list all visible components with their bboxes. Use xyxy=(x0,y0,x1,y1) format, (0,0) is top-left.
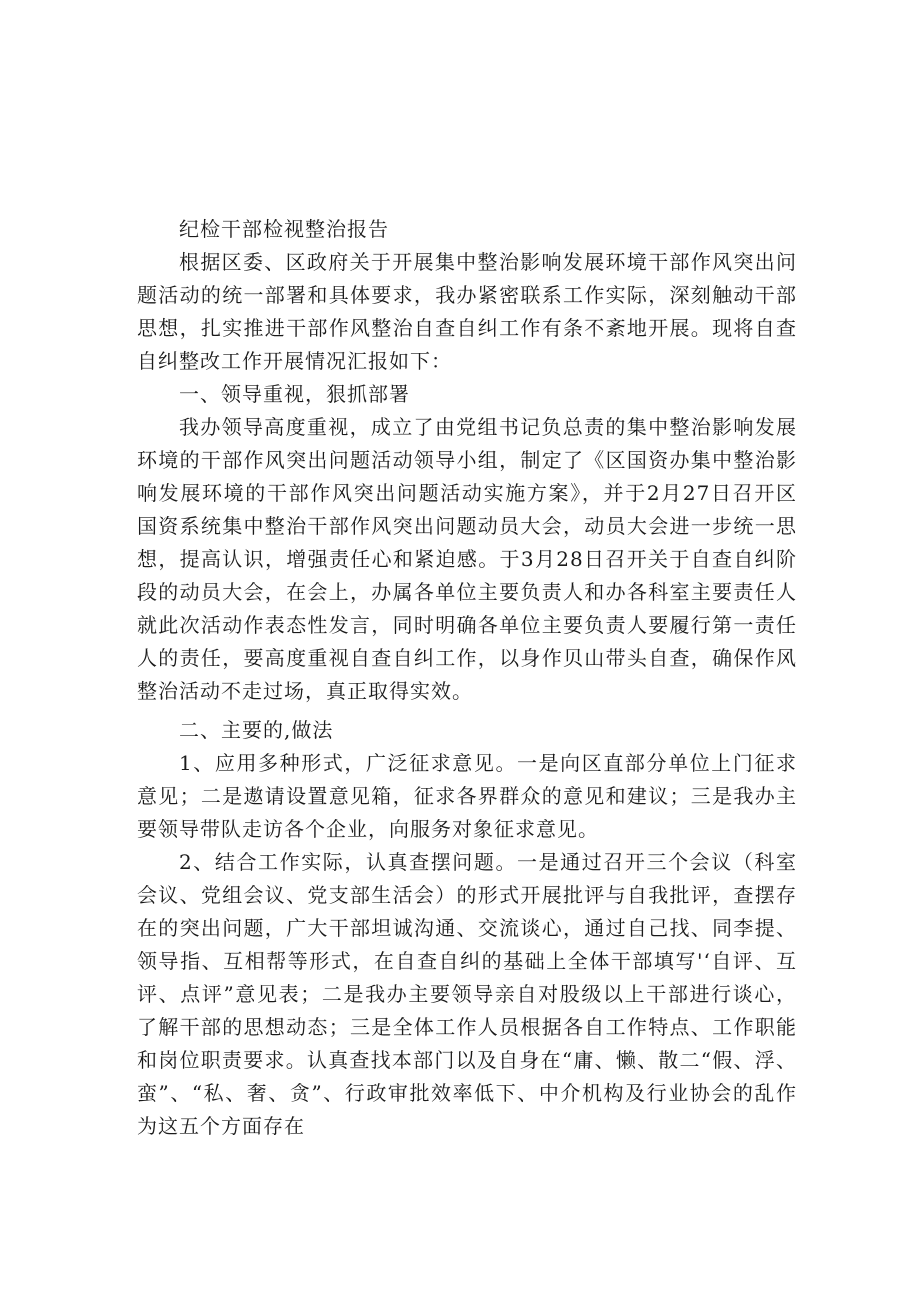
document-body xyxy=(137,213,797,1143)
section-heading-2: 二、主要的,做法 xyxy=(179,718,334,742)
paragraph-item-2: 2、结合工作实际，认真查摆问题。一是通过召开三个会议（科室会议、党组会议、党支部生活会）的形式开展批评与自我批评，查摆存在的突出问题，广大干部坦诚沟通、交流谈心，通过自己找、同李提、领导指、互相帮等形式，在自查自纠的基础上全体干部填写'‘自评、互评、点评”意见表；二是我办主要领导亲自对股级以上干部进行谈心，了解干部的思想动态；三是全体工作人员根据各自工作特点、工作职能和岗位职责要求。认真查找本部门以及自身在“庸、懒、散二“假、浮、蛮”、“私、奢、贪”、行政审批效率低下、中介机构及行业协会的乱作为这五个方面存在 xyxy=(137,850,797,1138)
paragraph-section-1: 我办领导高度重视，成立了由党组书记负总责的集中整治影响发展环境的干部作风突出问题活动领导小组，制定了《区国资办集中整治影响发展环境的干部作风突出问题活动实施方案》，并于2月27日召开区国资系统集中整治干部作风突出问题动员大会，动员大会进一步统一思想，提高认识，增强责任心和紧迫感。于3月28日召开关于自查自纠阶段的动员大会，在会上，办属各单位主要负责人和办各科室主要责任人就此次活动作表态性发言，同时明确各单位主要负责人要履行第一责任人的责任，要高度重视自查自纠工作，以身作贝山带头自查，确保作风整治活动不走过场，真正取得实效。 xyxy=(137,415,797,703)
section-heading-1: 一、领导重视，狠抓部署 xyxy=(179,382,410,406)
paragraph-intro: 根据区委、区政府关于开展集中整治影响发展环境干部作风突出问题活动的统一部署和具体要求，我办紧密联系工作实际，深刻触动干部思想，扎实推进干部作风整治自查自纠工作有条不紊地开展。现将自查自纠整改工作开展情况汇报如下： xyxy=(137,250,797,373)
paragraph-item-1: 1、应用多种形式，广泛征求意见。一是向区直部分单位上门征求意见；二是遨请设置意见箱，征求各界群众的意见和建议；三是我办主要领导带队走访各个企业，向服务对象征求意见。 xyxy=(137,751,797,841)
document-title: 纪检干部检视整治报告 xyxy=(179,217,389,241)
